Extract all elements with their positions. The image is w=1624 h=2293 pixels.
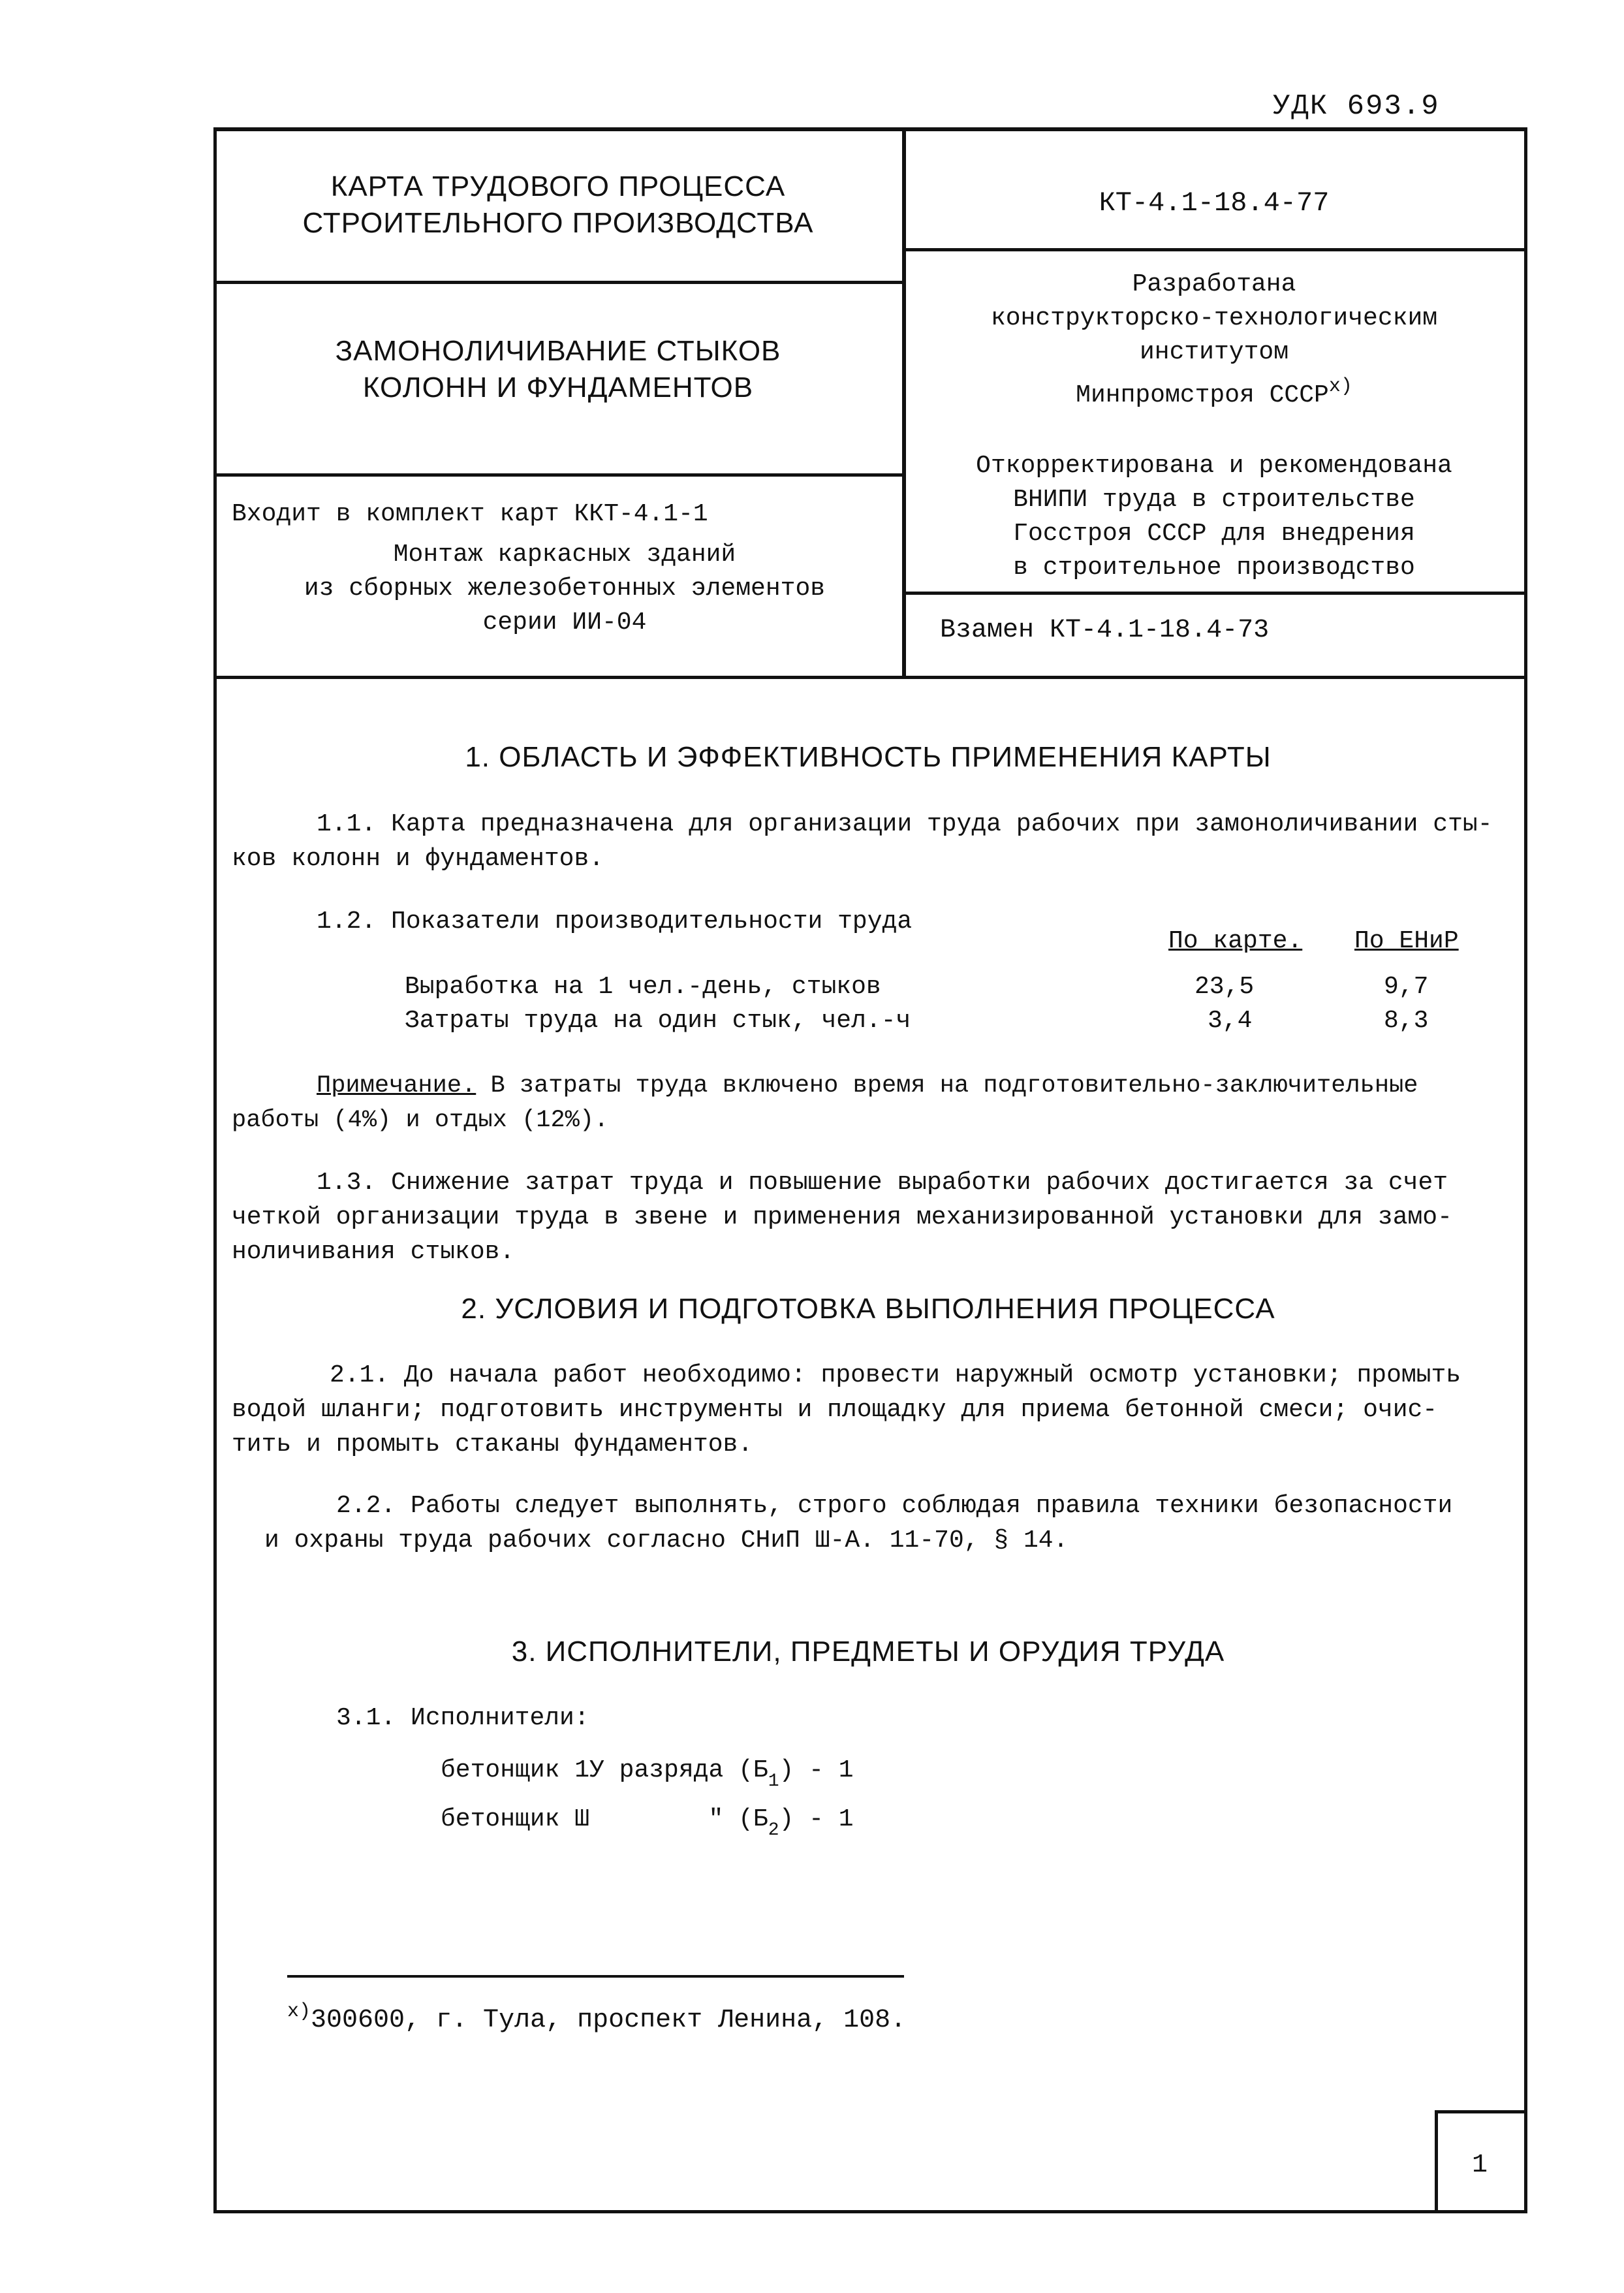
para-line: 1.1. Карта предназначена для организации труда рабочих при замоноличивании сты-: [317, 810, 1493, 838]
udk-code: УДК 693.9: [1273, 90, 1440, 123]
column-header-card: По карте.: [1168, 927, 1303, 955]
developed-block: [904, 268, 1524, 413]
set-line: из сборных железобетонных элементов: [304, 575, 826, 603]
indicator-enir-1: 9,7: [1384, 973, 1429, 1001]
corrected-line: Госстроя СССР для внедрения: [1013, 520, 1415, 548]
page-number: 1: [1472, 2151, 1488, 2180]
developed-line: конструкторско-технологическим: [990, 304, 1438, 332]
paragraph-1-2-title: 1.2. Показатели производительности труда: [317, 908, 913, 936]
section1-heading: 1. ОБЛАСТЬ И ЭФФЕКТИВНОСТЬ ПРИМЕНЕНИЯ КАРТЫ: [465, 741, 1272, 773]
section2-heading: 2. УСЛОВИЯ И ПОДГОТОВКА ВЫПОЛНЕНИЯ ПРОЦЕССА: [461, 1293, 1275, 1325]
card-title-line: КОЛОНН И ФУНДАМЕНТОВ: [362, 372, 754, 403]
card-type-line: КАРТА ТРУДОВОГО ПРОЦЕССА: [330, 170, 786, 202]
set-block: [232, 498, 898, 640]
developed-line: институтом: [1139, 338, 1289, 366]
indicator-label-1: Выработка на 1 чел.-день, стыков: [405, 973, 881, 1001]
worker-count: ) - 1: [779, 1756, 854, 1784]
card-type-line: СТРОИТЕЛЬНОГО ПРОИЗВОДСТВА: [302, 207, 814, 239]
set-line: Монтаж каркасных зданий: [393, 541, 736, 569]
worker-code: (Б: [738, 1805, 768, 1833]
worker-row: [441, 1802, 854, 1848]
indicator-card-1: 23,5: [1195, 973, 1255, 1001]
paragraph-1-3: [232, 1165, 1452, 1269]
header-bottom-rule: [213, 676, 1524, 679]
para-line: тить и промыть стаканы фундаментов.: [232, 1431, 753, 1459]
para-line: 2.2. Работы следует выполнять, строго соблюдая правила техники безопасности: [336, 1492, 1453, 1520]
worker-code-sub: 1: [768, 1771, 779, 1792]
card-code: КТ-4.1-18.4-77: [1099, 187, 1330, 219]
indicator-label-2: Затраты труда на один стык, чел.-ч: [405, 1007, 911, 1035]
footnote-text: 300600, г. Тула, проспект Ленина, 108.: [311, 2006, 907, 2035]
left-divider-2: [213, 473, 905, 477]
para-line: водой шланги; подготовить инструменты и площадку для приема бетонной смеси; очис-: [232, 1396, 1438, 1424]
section3-heading: 3. ИСПОЛНИТЕЛИ, ПРЕДМЕТЫ И ОРУДИЯ ТРУДА: [511, 1636, 1225, 1668]
corrected-line: в строительное производство: [1013, 554, 1415, 582]
note-block: [232, 1069, 1418, 1138]
worker-code: (Б: [738, 1756, 768, 1784]
worker-row: [441, 1753, 854, 1799]
paragraph-3-1-title: 3.1. Исполнители:: [336, 1704, 589, 1732]
note-label: Примечание.: [317, 1072, 476, 1099]
note-text: В затраты труда включено время на подготовительно-заключительные: [476, 1072, 1418, 1099]
paragraph-2-1: [232, 1358, 1461, 1462]
note-line-2: работы (4%) и отдых (12%).: [232, 1107, 609, 1134]
corrected-line: ВНИПИ труда в строительстве: [1013, 486, 1415, 514]
set-line: серии ИИ-04: [482, 609, 647, 637]
worker-count: ) - 1: [779, 1805, 854, 1833]
footnote-mark: x): [287, 2000, 311, 2023]
para-line: ков колонн и фундаментов.: [232, 845, 604, 873]
note-line-1: [232, 1069, 1418, 1103]
left-divider-1: [213, 281, 905, 284]
corrected-block: [904, 449, 1524, 585]
card-title-line: ЗАМОНОЛИЧИВАНИЕ СТЫКОВ: [335, 335, 781, 367]
right-divider-1: [902, 248, 1525, 251]
footnote-mark: x): [1328, 375, 1352, 398]
header-top-rule: [213, 127, 1525, 131]
paragraph-1-1: [232, 807, 1493, 876]
developed-line: Разработана: [1132, 270, 1296, 298]
developed-line-with-mark: [904, 370, 1524, 413]
card-type-block: [215, 168, 901, 242]
set-line: Входит в комплект карт ККТ-4.1-1: [232, 500, 708, 528]
worker-text: бетонщик Ш ": [441, 1805, 724, 1833]
para-line: четкой организации труда в звене и применения механизированной установки для замо-: [232, 1203, 1452, 1231]
footnote-rule: [287, 1975, 904, 1978]
paragraph-2-2: [232, 1489, 1452, 1558]
indicator-enir-2: 8,3: [1384, 1007, 1429, 1035]
para-line: и охраны труда рабочих согласно СНиП Ш-А. 11-70, § 14.: [264, 1526, 1069, 1555]
corrected-line: Откорректирована и рекомендована: [976, 452, 1452, 480]
para-line: 1.3. Снижение затрат труда и повышение выработки рабочих достигается за счет: [317, 1169, 1448, 1197]
footnote: [287, 1995, 906, 2038]
replaces-line: Взамен КТ-4.1-18.4-73: [940, 616, 1270, 645]
para-line: 2.1. До начала работ необходимо: провести наружный осмотр установки; промыть: [330, 1361, 1461, 1389]
para-line: ноличивания стыков.: [232, 1238, 515, 1266]
worker-code-sub: 2: [768, 1820, 779, 1841]
card-title-block: [215, 333, 901, 406]
right-divider-2: [902, 592, 1525, 595]
worker-text: бетонщик 1У разряда: [441, 1756, 724, 1784]
column-header-enir: По ЕНиР: [1354, 927, 1459, 955]
indicator-card-2: 3,4: [1208, 1007, 1253, 1035]
developed-line: Минпромстроя СССР: [1076, 381, 1329, 409]
